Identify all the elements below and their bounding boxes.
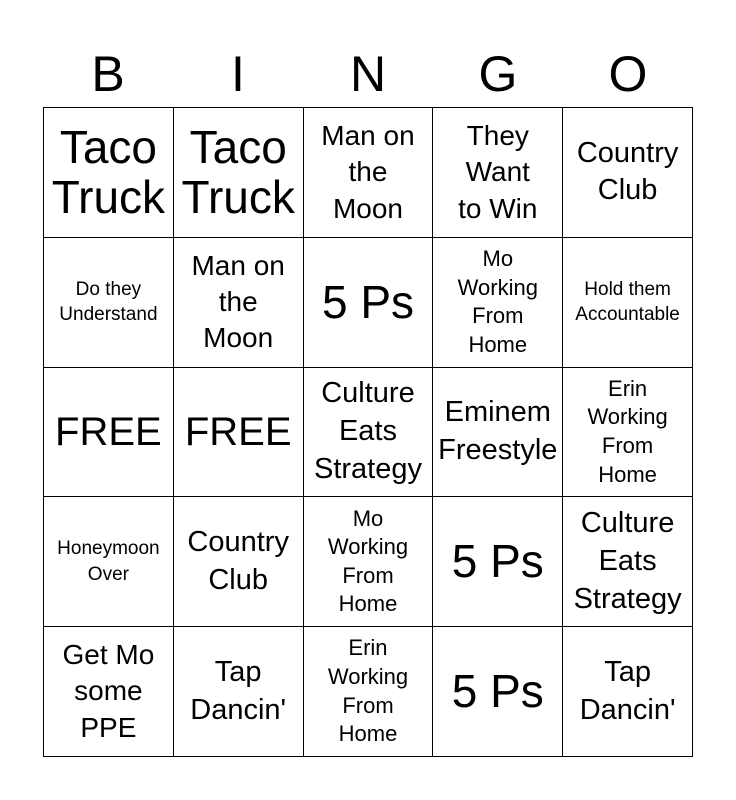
bingo-cell-r3c4 xyxy=(563,497,693,627)
bingo-cell-text: Taco Truck xyxy=(51,120,166,224)
bingo-cell-r3c3 xyxy=(433,497,563,627)
bingo-cell-text: Country Club xyxy=(187,526,289,596)
bingo-cell-r3c0 xyxy=(44,497,174,627)
bingo-cell-r1c3 xyxy=(433,238,563,368)
bingo-grid xyxy=(43,107,693,757)
bingo-cell-text: 5 Ps xyxy=(451,665,544,718)
bingo-cell-r2c2 xyxy=(304,368,434,498)
bingo-cell-r4c1 xyxy=(174,627,304,757)
bingo-cell-r1c1 xyxy=(174,238,304,368)
bingo-cell-r3c1 xyxy=(174,497,304,627)
bingo-cell-text: Mo Working From Home xyxy=(327,505,409,617)
bingo-cell-text: Eminem Freestyle xyxy=(438,396,558,466)
bingo-cell-r4c2 xyxy=(304,627,434,757)
header-letter-n: N xyxy=(349,46,387,102)
bingo-cell-r0c3 xyxy=(433,108,563,238)
bingo-cell-r4c4 xyxy=(563,627,693,757)
bingo-header xyxy=(43,40,693,108)
bingo-cell-r2c4 xyxy=(563,368,693,498)
bingo-cell-text: Man on the Moon xyxy=(191,249,285,354)
header-letter-b: B xyxy=(91,46,125,102)
bingo-cell-r1c2 xyxy=(304,238,434,368)
bingo-cell-r4c3 xyxy=(433,627,563,757)
bingo-cell-text: Get Mo some PPE xyxy=(62,639,155,743)
bingo-cell-text: Tap Dancin' xyxy=(579,655,676,726)
bingo-cell-text: Honeymoon Over xyxy=(57,538,160,585)
bingo-cell-text: 5 Ps xyxy=(321,275,415,328)
bingo-cell-r0c4 xyxy=(563,108,693,238)
bingo-cell-r0c2 xyxy=(304,108,434,238)
bingo-cell-text: They Want to Win xyxy=(458,119,538,224)
bingo-cell-text: Erin Working From Home xyxy=(327,635,409,747)
bingo-cell-r3c2 xyxy=(304,497,434,627)
bingo-cell-r4c0 xyxy=(44,627,174,757)
bingo-cell-text: Mo Working From Home xyxy=(457,246,538,357)
bingo-cell-r2c3 xyxy=(433,368,563,498)
bingo-cell-text: Do they Understand xyxy=(59,278,158,326)
bingo-cell-r1c4 xyxy=(563,238,693,368)
bingo-cell-text: Country Club xyxy=(576,136,679,207)
header-letter-o: O xyxy=(608,46,648,102)
bingo-cell-text: Taco Truck xyxy=(181,120,295,224)
bingo-cell-r0c0 xyxy=(44,108,174,238)
bingo-cell-text: 5 Ps xyxy=(451,535,544,588)
bingo-cell-r1c0 xyxy=(44,238,174,368)
header-letter-i: I xyxy=(231,46,245,102)
bingo-cell-text: FREE xyxy=(184,409,292,454)
bingo-cell-r2c1 xyxy=(174,368,304,498)
bingo-cell-text: Tap Dancin' xyxy=(190,655,287,726)
bingo-cell-text: FREE xyxy=(55,409,162,454)
bingo-cell-text: Hold them Accountable xyxy=(575,278,680,326)
bingo-cell-text: Culture Eats Strategy xyxy=(313,377,422,485)
bingo-cell-r0c1 xyxy=(174,108,304,238)
bingo-cell-text: Erin Working From Home xyxy=(587,375,668,487)
bingo-cell-text: Culture Eats Strategy xyxy=(573,507,682,615)
header-letter-g: G xyxy=(478,46,518,102)
bingo-cell-r2c0 xyxy=(44,368,174,498)
bingo-cell-text: Man on the Moon xyxy=(321,119,415,224)
